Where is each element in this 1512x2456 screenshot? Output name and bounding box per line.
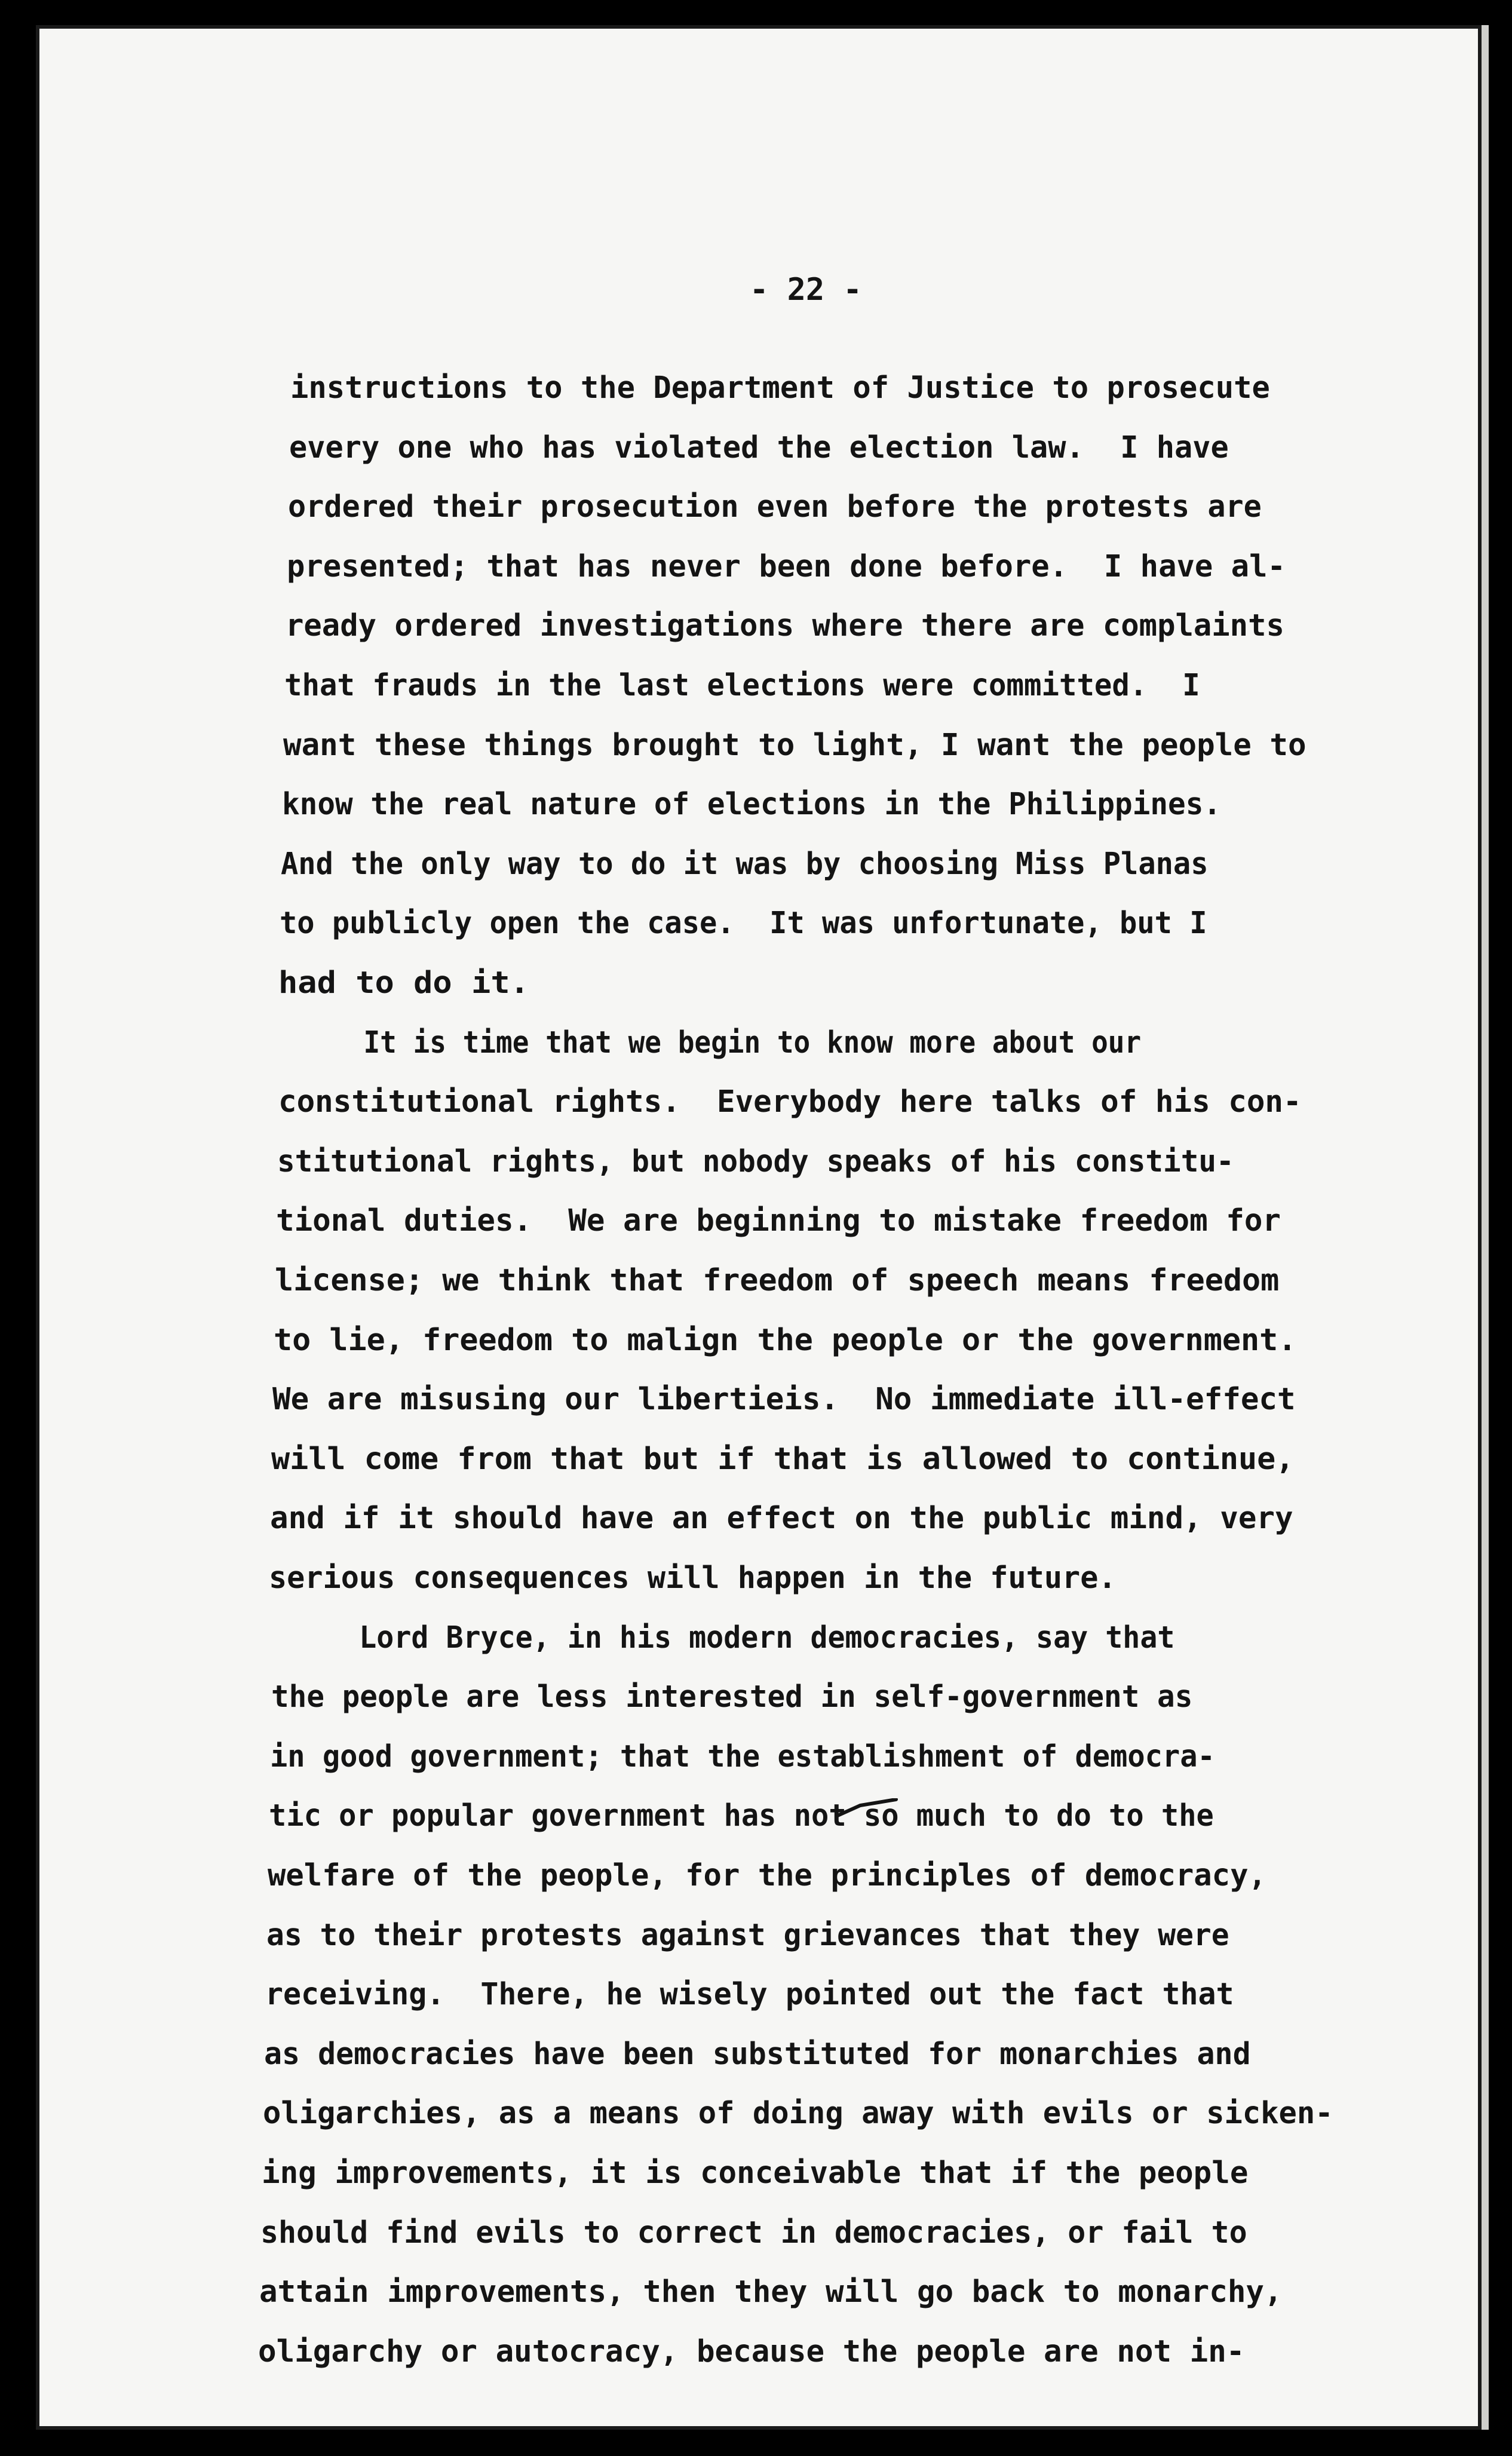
text-line: to publicly open the case. It was unfortunate, but I: [280, 906, 1207, 942]
text-line: welfare of the people, for the principles of democracy,: [268, 1858, 1266, 1893]
text-line: constitutional rights. Everybody here talks of his con-: [278, 1084, 1302, 1120]
text-line: ing improvements, it is conceivable that if the people: [262, 2155, 1249, 2191]
text-line: will come from that but if that is allowed to continue,: [271, 1441, 1295, 1477]
text-line: We are misusing our libertieis. No immediate ill-effect: [272, 1382, 1296, 1418]
text-line: oligarchies, as a means of doing away with evils or sicken-: [263, 2096, 1333, 2132]
text-line: as democracies have been substituted for monarchies and: [264, 2036, 1251, 2072]
text-line: tic or popular government has not so much to do to the: [269, 1798, 1214, 1834]
text-line: attain improvements, then they will go back to monarchy,: [259, 2274, 1283, 2310]
text-line: know the real nature of elections in the Philippines.: [282, 787, 1222, 823]
text-line: ordered their prosecution even before the protests are: [288, 489, 1262, 525]
text-line: serious consequences will happen in the future.: [269, 1560, 1117, 1596]
text-line: that frauds in the last elections were committed. I: [284, 668, 1200, 703]
text-line: ready ordered investigations where there are complaints: [286, 608, 1284, 644]
text-line: tional duties. We are beginning to mistake freedom for: [276, 1203, 1281, 1239]
text-line: oligarchy or autocracy, because the people are not in-: [258, 2334, 1245, 2369]
text-line: should find evils to correct in democracies, or fail to: [260, 2215, 1247, 2250]
text-line: presented; that has never been done before. I have al-: [287, 548, 1286, 584]
text-line: want these things brought to light, I want the people to: [283, 727, 1306, 763]
text-line: had to do it.: [278, 965, 529, 1001]
text-line: to lie, freedom to malign the people or the government.: [274, 1322, 1297, 1358]
text-line: license; we think that freedom of speech means freedom: [275, 1263, 1280, 1298]
text-line: receiving. There, he wisely pointed out the fact that: [265, 1977, 1234, 2013]
text-line: Lord Bryce, in his modern democracies, say that: [272, 1620, 1175, 1655]
text-line: in good government; that the establishment of democra-: [270, 1738, 1215, 1774]
page-edge: [1482, 25, 1489, 2430]
text-line: and if it should have an effect on the public mind, very: [270, 1501, 1293, 1537]
text-line: And the only way to do it was by choosing Miss Planas: [281, 846, 1209, 882]
text-line: the people are less interested in self-government as: [271, 1679, 1193, 1715]
text-line: instructions to the Department of Justice to prosecute: [290, 370, 1270, 406]
page-number: - 22 -: [750, 272, 862, 308]
text-line: every one who has violated the election law. I have: [289, 430, 1229, 465]
text-line: as to their protests against grievances that they were: [266, 1917, 1229, 1953]
text-line: stitutional rights, but nobody speaks of his constitu-: [277, 1143, 1234, 1179]
handwritten-correction-mark: [824, 1798, 908, 1822]
text-line: It is time that we begin to know more about our: [281, 1025, 1142, 1060]
